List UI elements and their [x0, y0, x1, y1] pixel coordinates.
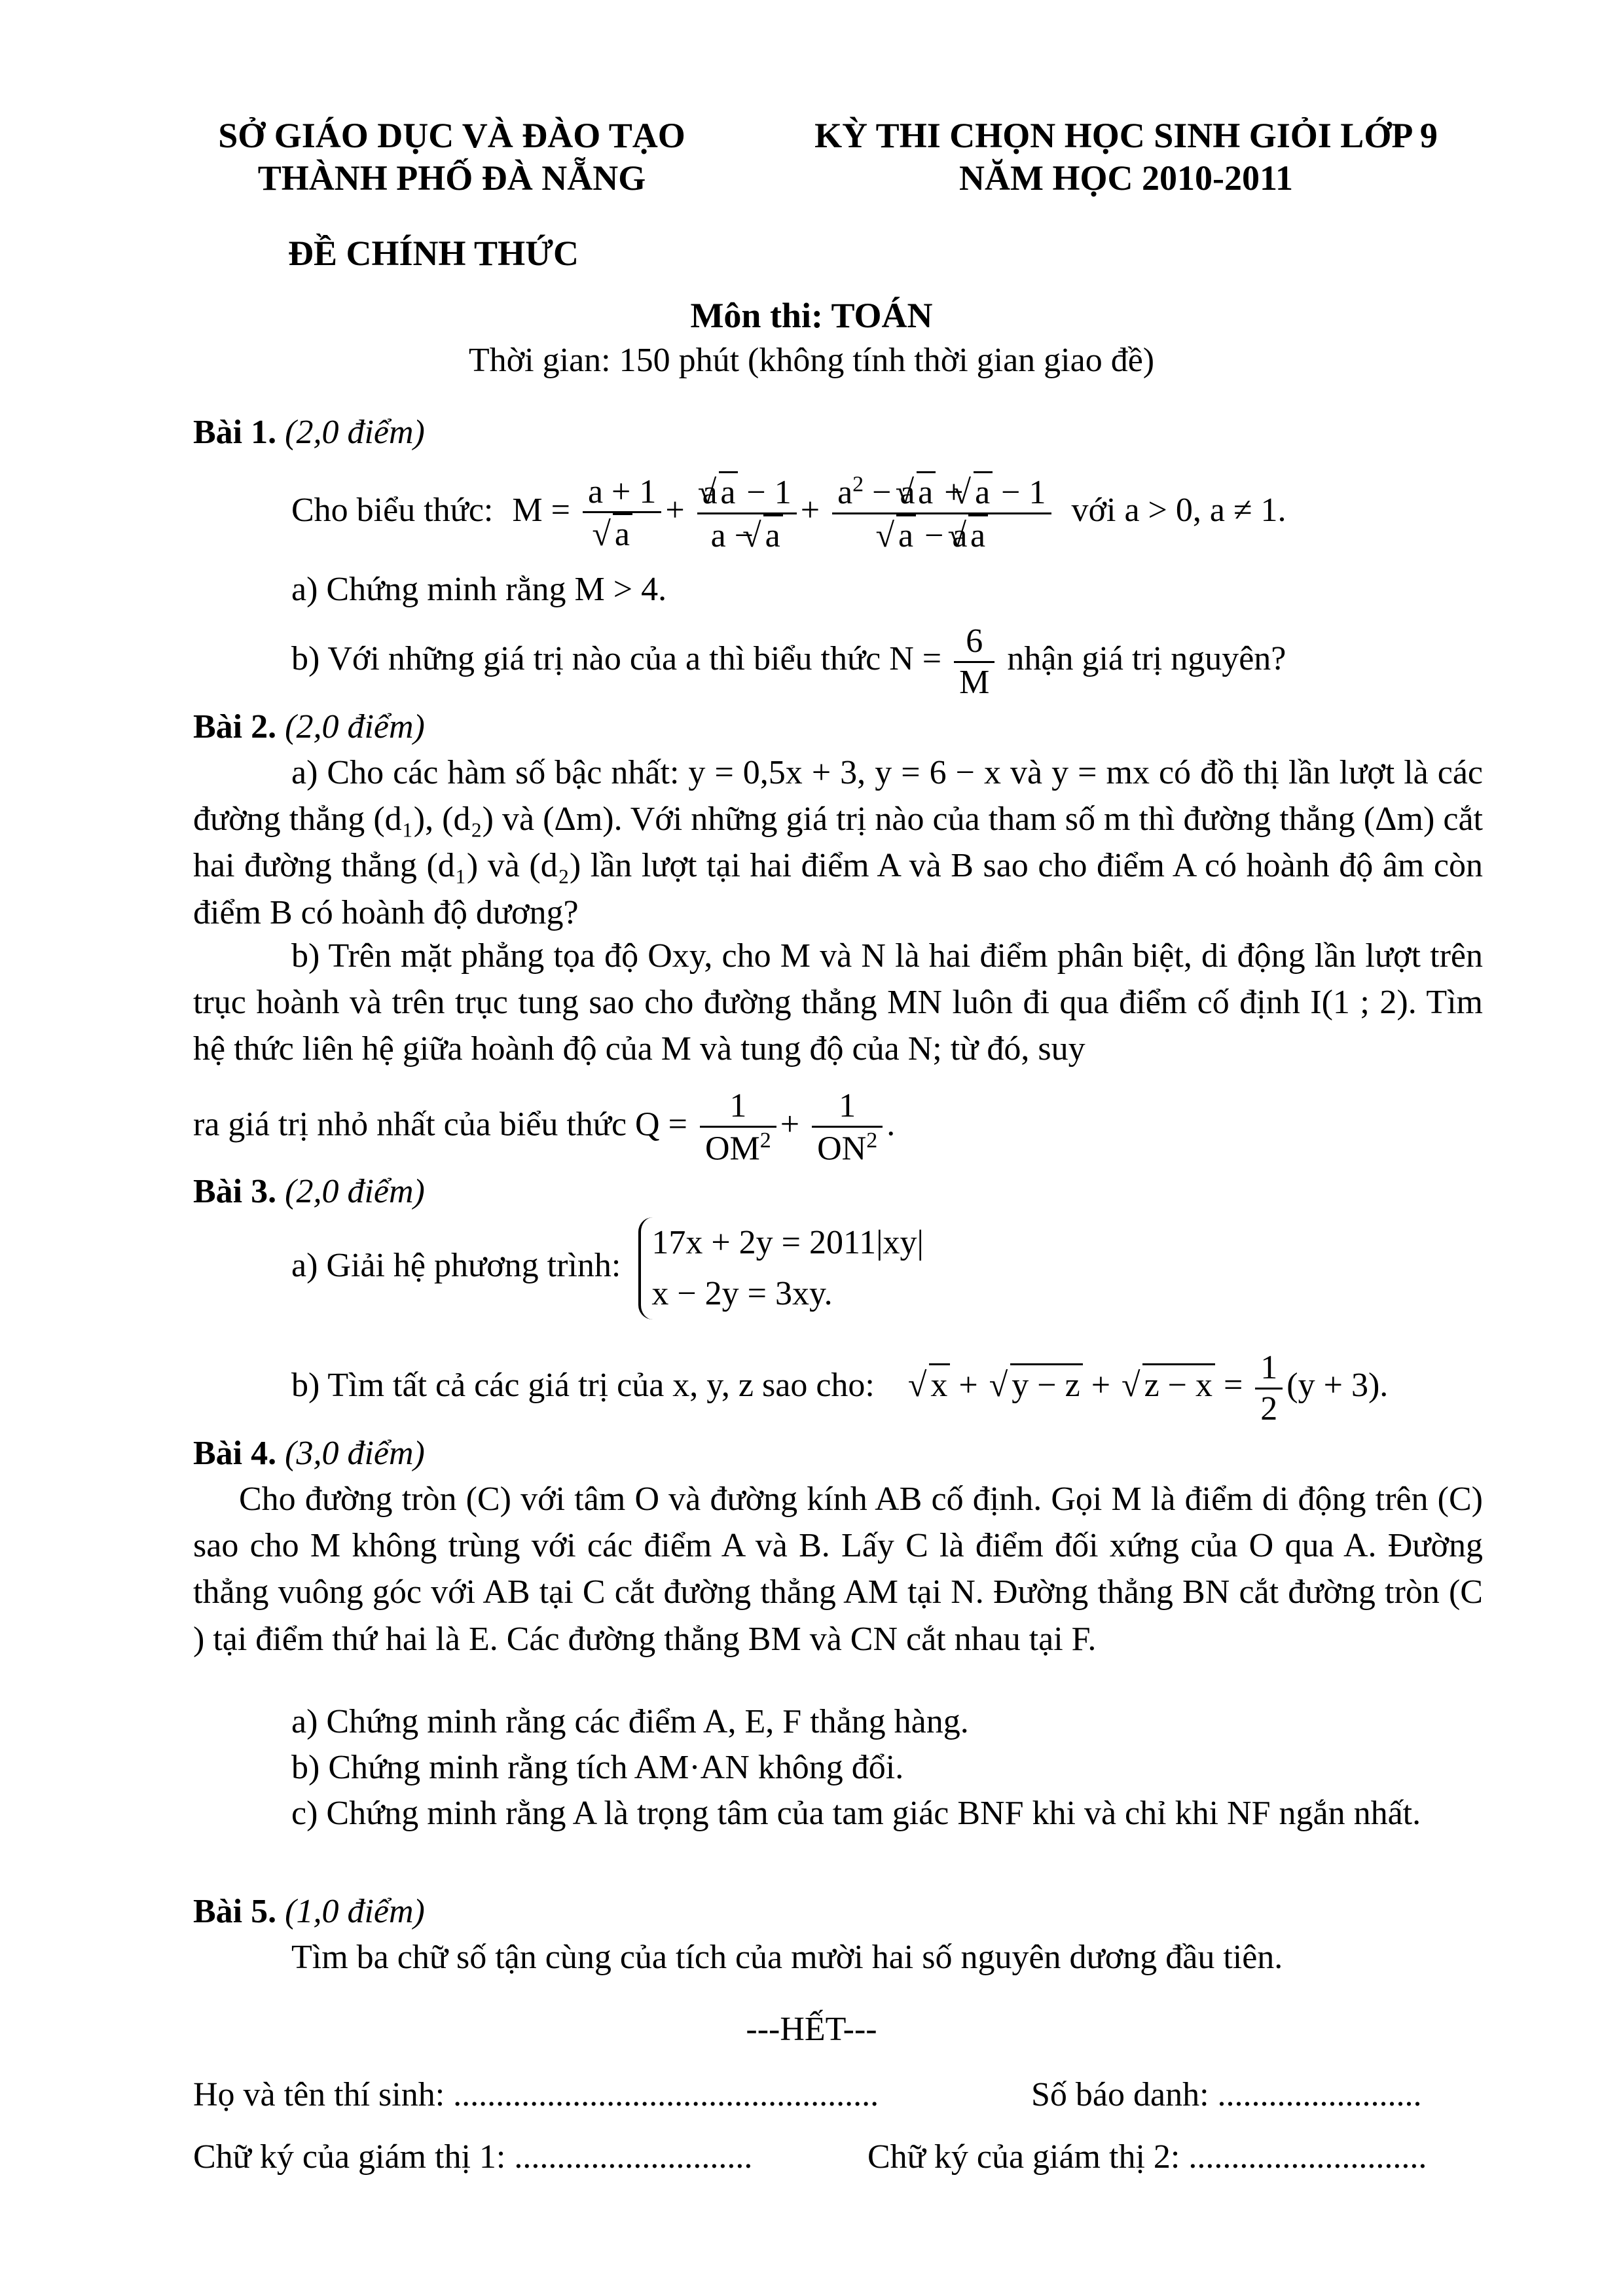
subject-title: Môn thi: TOÁN [690, 296, 933, 335]
bai1-fraction-1: a + 1 √ a [583, 473, 661, 555]
bai1-title: Bài 1. [193, 414, 277, 451]
bai1-n-fraction: $\frac{6}{M}$ [954, 622, 994, 702]
school-year: NĂM HỌC 2010-2011 [959, 158, 1293, 198]
bai1-part-a: a) Chứng minh rằng M > 4. [291, 571, 667, 608]
bai2-q-fraction-2: $\frac{1}{ON^2}$ [812, 1086, 883, 1168]
bai2-title: Bài 2. [193, 708, 277, 745]
equation-system [638, 1217, 924, 1319]
department-name: SỞ GIÁO DỤC VÀ ĐÀO TẠO [218, 116, 685, 155]
bai3-half-fraction: $\frac{1}{2}$ [1255, 1348, 1283, 1429]
bai1-intro: Cho biểu thức: [291, 492, 494, 529]
bai1-m-lhs: M = [512, 492, 570, 529]
equation-2: x − 2y = 3xy. [651, 1275, 833, 1312]
bai5-points: (1,0 điểm) [285, 1893, 425, 1930]
bai1-expression: Cho biểu thức: M = a + 1 √ a + $\frac{a√ a - 1}{a - √ a}$ + $a^2 - a√$ a + √ a − 1 √ a − a√ a với a > 0, a ≠ 1. [291, 471, 1286, 556]
header-left [190, 115, 714, 200]
bai2-q-fraction-1: $\frac{1}{OM^2}$ [700, 1086, 776, 1168]
bai1-points: (2,0 điểm) [285, 414, 425, 451]
invigilator-1-signature: Chữ ký của giám thị 1: ............................ [193, 2138, 753, 2176]
end-marker: ---HẾT--- [746, 2011, 877, 2048]
bai1-condition: với a > 0, a ≠ 1. [1071, 492, 1286, 529]
official-label: ĐỀ CHÍNH THỨC [288, 234, 579, 273]
invigilator-2-signature: Chữ ký của giám thị 2: ............................ [867, 2138, 1427, 2176]
bai3-title: Bài 3. [193, 1173, 277, 1210]
bai2-part-a: a) Cho các hàm số bậc nhất: y = 0,5x + 3, y = 6 − x và y = mx có đồ thị lần lượt là các đường thẳng (d₁), (d₂) và (Δm). Với những giá trị nào của tham số m thì đường thẳng (Δm) cắt hai đường thẳng (d₁) và (d₂) lần lượt tại hai điểm A và B sao cho điểm A có hoành độ âm còn điểm B có hoành độ dương? [193, 754, 1483, 931]
bai3-part-a: a) Giải hệ phương trình: 17x + 2y = 2011|xy| x − 2y = 3xy. [291, 1217, 924, 1319]
bai1-fraction-3: $a^2 - a√$ a + √ a − 1 √ a − a√ a [832, 471, 1051, 556]
equation-1: 17x + 2y = 2011|xy| [651, 1224, 924, 1261]
bai2-points: (2,0 điểm) [285, 708, 425, 745]
bai2-part-b-expression: ra giá trị nhỏ nhất của biểu thức Q = $\frac{1}{OM^2}$ + $\frac{1}{ON^2}$ . [193, 1087, 896, 1168]
bai4-part-b: b) Chứng minh rằng tích AM·AN không đổi. [291, 1749, 904, 1786]
bai1-fraction-2: $\frac{a√ a - 1}{a - √ a}$ [697, 471, 797, 556]
bai4-heading [193, 1433, 425, 1474]
bai5-body: Tìm ba chữ số tận cùng của tích của mười hai số nguyên dương đầu tiên. [291, 1939, 1283, 1976]
candidate-name-field: Họ và tên thí sinh: .................................................. [193, 2076, 879, 2113]
bai4-part-c: c) Chứng minh rằng A là trọng tâm của tam giác BNF khi và chỉ khi NF ngắn nhất. [291, 1795, 1421, 1832]
bai4-part-a: a) Chứng minh rằng các điểm A, E, F thẳng hàng. [291, 1703, 969, 1740]
candidate-number-field: Số báo danh: ........................ [1031, 2076, 1422, 2113]
bai3-heading [193, 1172, 425, 1212]
bai3-points: (2,0 điểm) [285, 1173, 425, 1210]
header-right [773, 115, 1480, 200]
bai1-heading [193, 412, 425, 453]
bai5-title: Bài 5. [193, 1893, 277, 1930]
city-name: THÀNH PHỐ ĐÀ NẴNG [257, 158, 646, 198]
bai4-title: Bài 4. [193, 1435, 277, 1472]
bai4-points: (3,0 điểm) [285, 1435, 425, 1472]
bai1-part-b: b) Với những giá trị nào của a thì biểu thức N = $\frac{6}{M}$ nhận giá trị nguyên? [291, 622, 1286, 701]
bai2-part-b: b) Trên mặt phẳng tọa độ Oxy, cho M và N là hai điểm phân biệt, di động lần lượt trên trục hoành và trên trục tung sao cho đường thẳng MN luôn đi qua điểm cố định I(1 ; 2). Tìm hệ thức liên hệ giữa hoành độ của M và tung độ của N; từ đó, suy [193, 937, 1483, 1068]
bai2-heading [193, 707, 425, 747]
exam-title: KỲ THI CHỌN HỌC SINH GIỎI LỚP 9 [814, 116, 1438, 155]
time-allowed: Thời gian: 150 phút (không tính thời gian giao đề) [468, 342, 1155, 379]
bai4-body: Cho đường tròn (C) với tâm O và đường kính AB cố định. Gọi M là điểm di động trên (C) sao cho M không trùng với các điểm A và B. Lấy C là điểm đối xứng của O qua A. Đường thẳng vuông góc với AB tại C cắt đường thẳng AM tại N. Đường thẳng BN cắt đường tròn (C ) tại điểm thứ hai là E. Các đường thẳng BM và CN cắt nhau tại F. [193, 1480, 1483, 1658]
bai5-heading [193, 1892, 425, 1932]
bai3-part-b: b) Tìm tất cả các giá trị của x, y, z sao cho: √ x + √ y − z + √ z − x = $\frac{1}{2}$ (y + 3). [291, 1348, 1388, 1429]
